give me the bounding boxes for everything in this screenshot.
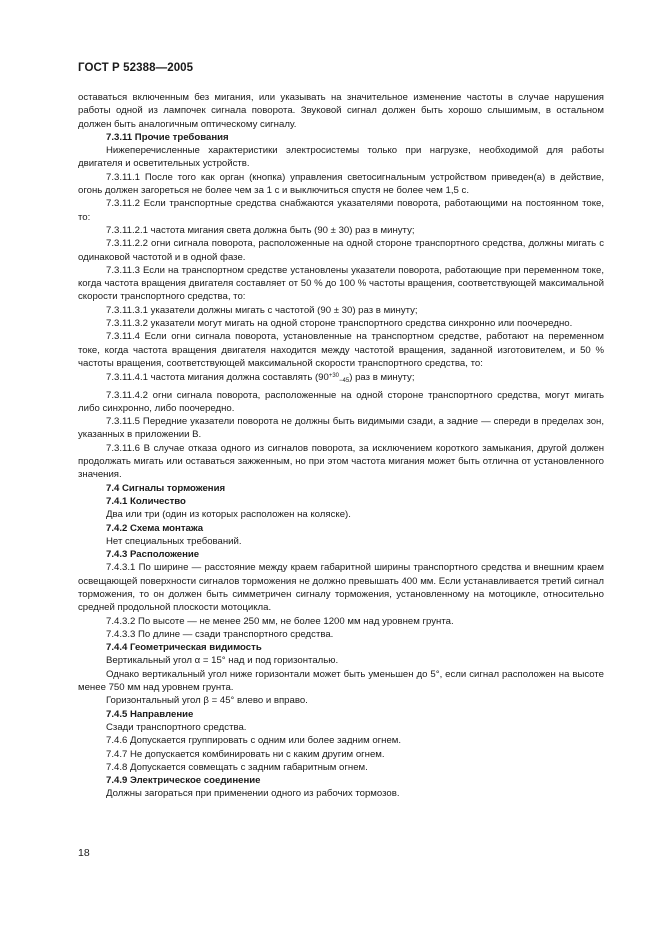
section-heading: 7.4.5 Направление (106, 708, 194, 720)
tolerance-minus: −45 (339, 378, 350, 385)
paragraph: Нижеперечисленные характеристики электросистемы только при нагрузке, необходимой для работы двигателя и осветительных устройств. (78, 145, 604, 170)
paragraph: 7.3.11.4.2 огни сигнала поворота, расположенные на одной стороне транспортного средства, могут мигать либо синхронно, либо поочередно. (78, 389, 604, 414)
paragraph: 7.4.3.2 По высоте — не менее 250 мм, не более 1200 мм над уровнем грунта. (106, 615, 454, 627)
paragraph: 7.3.11.1 После того как орган (кнопка) управления светосигнальным устройством приведен(а) в действие, огонь должен загореться не более чем за 1 с и выключиться спустя не более чем 1,5 с. (78, 171, 604, 197)
paragraph: 7.4.3.1 По ширине — расстояние между краем габаритной ширины транспортного средства и внешним краем освещающей поверхности сигналов торможения не должно превышать 400 мм. Если устанавливается третий сигнал торможения, то он должен быть симметричен сигналу торможения, установленному на мотоцикле, относительно средней продольной плоскости мотоцикла. (78, 562, 604, 614)
page-number: 18 (78, 847, 90, 859)
document-header: ГОСТ Р 52388—2005 (78, 62, 194, 74)
section-heading: 7.4.2 Схема монтажа (106, 522, 204, 534)
tolerance-plus: +30 (328, 373, 340, 380)
frequency-text-after: ) раз в минуту; (349, 372, 415, 384)
section-heading: 7.3.11 Прочие требования (106, 131, 229, 143)
paragraph: Должны загораться при применении одного из рабочих тормозов. (106, 788, 400, 800)
frequency-paragraph (78, 370, 604, 388)
paragraph: 7.3.11.3.1 указатели должны мигать с частотой (90 ± 30) раз в минуту; (106, 304, 418, 316)
paragraph: 7.4.6 Допускается группировать с одним или более задним огнем. (106, 735, 402, 747)
section-heading: 7.4.9 Электрическое соединение (106, 775, 261, 787)
paragraph: 7.3.11.3.2 указатели могут мигать на одной стороне транспортного средства синхронно или поочередно. (106, 318, 573, 330)
paragraph: Сзади транспортного средства. (106, 721, 247, 733)
document-body (78, 91, 604, 801)
paragraph: Вертикальный угол α = 15° над и под горизонталью. (106, 655, 339, 667)
section-heading: 7.4.1 Количество (106, 495, 186, 507)
paragraph: 7.3.11.2 Если транспортные средства снабжаются указателями поворота, работающими на постоянном токе, то: (78, 198, 604, 223)
paragraph: Нет специальных требований. (106, 535, 242, 547)
paragraph: Однако вертикальный угол ниже горизонтали может быть уменьшен до 5°, если сигнал расположен на высоте менее 750 мм над уровнем грунта. (78, 668, 604, 694)
frequency-text-before: 7.3.11.4.1 частота мигания должна составлять (90 (106, 372, 329, 384)
paragraph: 7.3.11.4 Если огни сигнала поворота, установленные на транспортном средстве, работают на переменном токе, когда частота вращения двигателя находится между частотой вращения, заданной изготовителем, и 50 % частоты вращения, соответствующей максимальной скорости транспортного средства, то: (78, 331, 604, 369)
paragraph: оставаться включенным без мигания, или указывать на значительное изменение частоты в случае нарушения работы одной из лампочек сигнала поворота. Звуковой сигнал должен быть хорошо слышимым, в остальном должен быть аналогичным оптическому сигналу. (78, 92, 604, 130)
section-heading: 7.4.3 Расположение (106, 549, 200, 561)
paragraph: 7.4.7 Не допускается комбинировать ни с каким другим огнем. (106, 748, 385, 760)
paragraph: 7.4.8 Допускается совмещать с задним габаритным огнем. (106, 761, 368, 773)
paragraph: Горизонтальный угол β = 45° влево и вправо. (106, 695, 308, 707)
paragraph: Два или три (один из которых расположен на коляске). (106, 509, 351, 521)
paragraph: 7.3.11.2.2 огни сигнала поворота, расположенные на одной стороне транспортного средства, должны мигать с одинаковой частотой и в одной фазе. (78, 238, 604, 263)
paragraph: 7.3.11.3 Если на транспортном средстве установлены указатели поворота, работающие при переменном токе, когда частота вращения двигателя составляет от 50 % до 100 % частоты вращения, соответствующей максимальной скорости транспортного средства, то: (78, 264, 604, 303)
paragraph: 7.3.11.2.1 частота мигания света должна быть (90 ± 30) раз в минуту; (106, 224, 415, 236)
section-heading: 7.4 Сигналы торможения (106, 482, 226, 494)
paragraph: 7.3.11.6 В случае отказа одного из сигналов поворота, за исключением короткого замыкания, другой должен продолжать мигать или оставаться зажженным, но при этом частота мигания может быть отлична от установленного значения. (78, 442, 604, 481)
paragraph: 7.3.11.5 Передние указатели поворота не должны быть видимыми сзади, а задние — спереди в пределах зон, указанных в приложении В. (78, 416, 604, 441)
paragraph: 7.4.3.3 По длине — сзади транспортного средства. (106, 628, 334, 640)
section-heading: 7.4.4 Геометрическая видимость (106, 642, 262, 654)
